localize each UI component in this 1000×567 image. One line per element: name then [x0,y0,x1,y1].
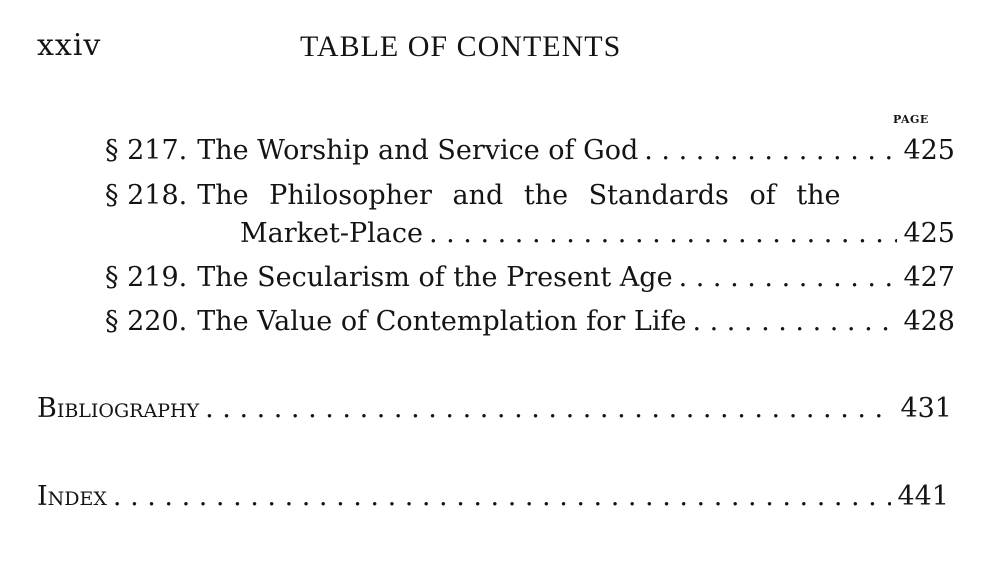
entry-title: Bibliography [37,393,200,424]
dot-leader [205,393,894,424]
toc-entry-220[interactable] [105,306,955,346]
dot-leader [429,218,897,249]
page-number: xxiv [37,28,102,63]
entry-page: 441 [897,481,949,512]
page-title: TABLE OF CONTENTS [300,30,622,63]
entry-title: The Value of Contemplation for Life [197,306,687,337]
entry-title-line2: Market-Place [240,218,423,249]
entry-page: 428 [903,306,955,337]
entry-page: 431 [900,393,952,424]
dot-leader [692,306,897,337]
dot-leader [679,262,898,293]
entry-title-line1: The Philosopher and the Standards of the [197,180,841,211]
toc-entry-index[interactable] [37,481,949,521]
toc-entry-219[interactable] [105,262,955,302]
entry-title: Index [37,481,107,512]
page-column-label: PAGE [893,113,929,126]
section-number: § 217. [105,135,188,166]
entry-title: The Worship and Service of God [197,135,639,166]
section-number: § 218. [105,180,188,211]
section-number: § 219. [105,262,188,293]
entry-page: 425 [903,135,955,166]
toc-entry-218-continued[interactable] [240,218,955,258]
section-number: § 220. [105,306,188,337]
toc-entry-bibliography[interactable] [37,393,952,433]
toc-entry-217[interactable] [105,135,955,175]
toc-entry-218[interactable] [105,180,885,211]
dot-leader [113,481,892,512]
entry-page: 425 [903,218,955,249]
dot-leader [644,135,897,166]
entry-title: The Secularism of the Present Age [197,262,673,293]
entry-page: 427 [903,262,955,293]
